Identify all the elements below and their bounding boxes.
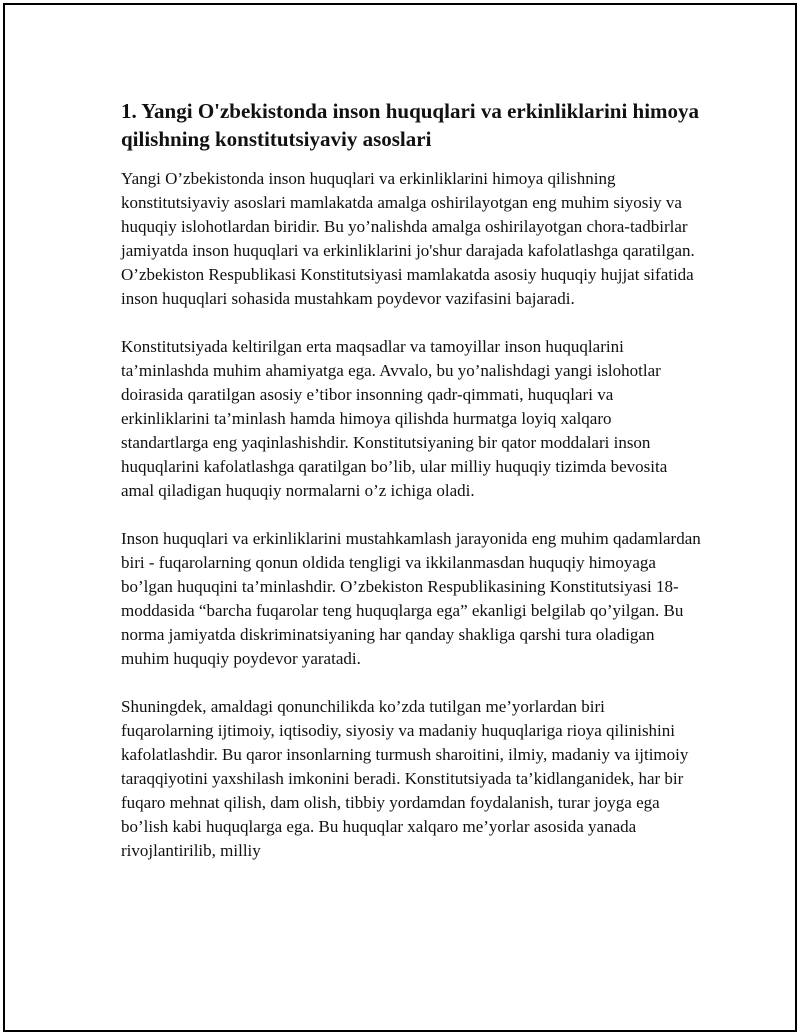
page-frame xyxy=(3,3,797,1032)
paragraph-4: Shuningdek, amaldagi qonunchilikda ko’zda tutilgan me’yorlardan biri fuqarolarning ijtimoiy, iqtisodiy, siyosiy va madaniy huquqlariga rioya qilinishini kafolatlashdir. Bu qaror insonlarning turmush sharoitini, ilmiy, madaniy va ijtimoiy taraqqiyotini yaxshilash imkonini beradi. Konstitutsiyada ta’kidlanganidek, har bir fuqaro mehnat qilish, dam olish, tibbiy yordamdan foydalanish, turar joyga ega bo’lish kabi huquqlarga ega. Bu huquqlar xalqaro me’yorlar asosida yanada rivojlantirilib, milliy xyxy=(121,697,689,860)
paragraph-3: Inson huquqlari va erkinliklarini mustahkamlash jarayonida eng muhim qadamlardan biri - fuqarolarning qonun oldida tengligi va ikkilanmasdan huquqiy himoyaga bo’lgan huquqini ta’minlashdir. O’zbekiston Respublikasining Konstitutsiyasi 18-moddasida “barcha fuqarolar teng huquqlarga ega” ekanligi belgilab qo’yilgan. Bu norma jamiyatda diskriminatsiyaning har qanday shakliga qarshi tura oladigan muhim huquqiy poydevor yaratadi. xyxy=(121,529,701,668)
section-heading: 1. Yangi O'zbekistonda inson huquqlari va erkinliklarini himoya qilishning konstitutsiyaviy asoslari xyxy=(121,99,700,151)
paragraph-2: Konstitutsiyada keltirilgan erta maqsadlar va tamoyillar inson huquqlarini ta’minlashda muhim ahamiyatga ega. Avvalo, bu yo’nalishdagi yangi islohotlar doirasida qaratilgan asosiy e’tibor insonning qadr-qimmati, huquqlari va erkinliklarini ta’minlash hamda himoya qilishda hurmatga loyiq xalqaro standartlarga eng yaqinlashishdir. Konstitutsiyaning bir qator moddalari inson huquqlarini kafolatlashga qaratilgan bo’lib, ular milliy huquqiy tizimda bevosita amal qiladigan huquqiy normalarni o’z ichiga oladi. xyxy=(121,337,668,500)
paragraph-1: Yangi O’zbekistonda inson huquqlari va erkinliklarini himoya qilishning konstitutsiyaviy asoslari mamlakatda amalga oshirilayotgan eng muhim siyosiy va huquqiy islohotlardan biridir. Bu yo’nalishda amalga oshirilayotgan chora-tadbirlar jamiyatda inson huquqlari va erkinliklarini jo'shur darajada kafolatlashga qaratilgan. O’zbekiston Respublikasi Konstitutsiyasi mamlakatda asosiy huquqiy hujjat sifatida inson huquqlari sohasida mustahkam poydevor vazifasini bajaradi. xyxy=(121,169,695,308)
document-body xyxy=(121,97,701,863)
